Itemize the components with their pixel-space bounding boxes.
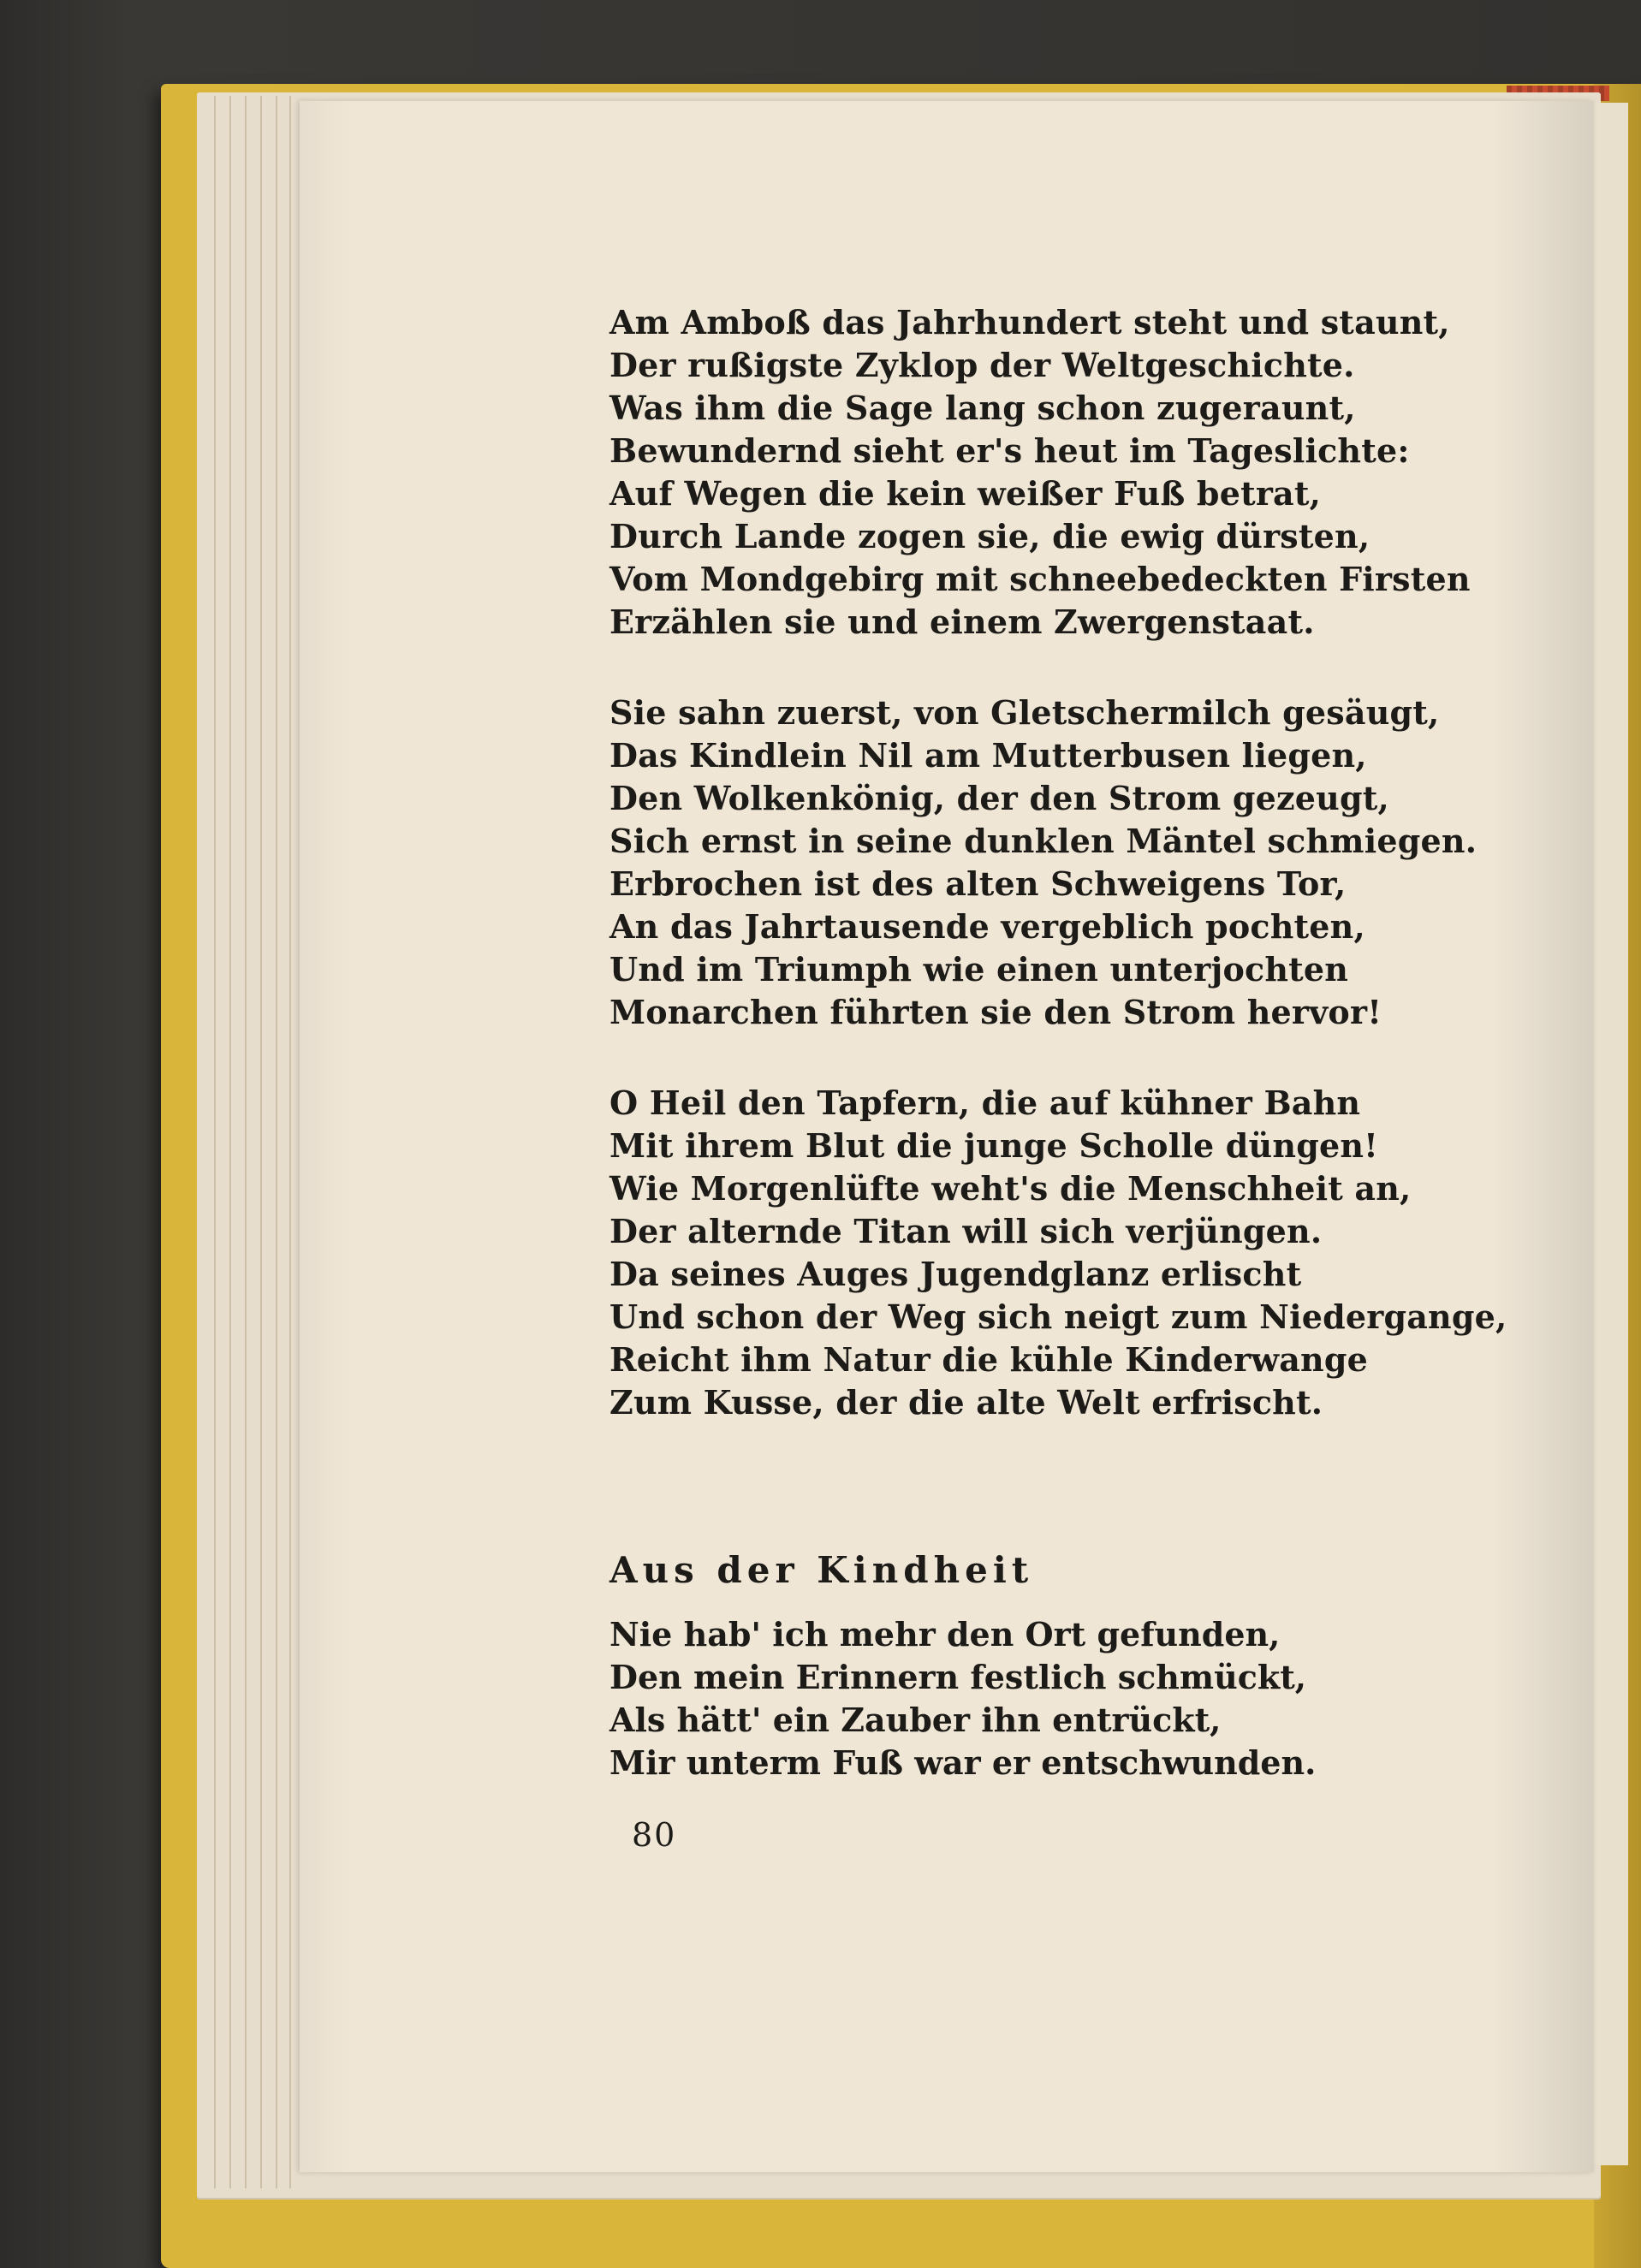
verse-line: Was ihm die Sage lang schon zugeraunt, — [609, 389, 1356, 427]
verse-line: Und im Triumph wie einen unterjochten — [609, 950, 1349, 989]
verse-line: Zum Kusse, der die alte Welt erfrischt. — [609, 1383, 1323, 1422]
page-edge — [289, 96, 291, 2188]
page-number: 80 — [632, 1816, 677, 1854]
verse-line: Erbrochen ist des alten Schweigens Tor, — [609, 864, 1347, 903]
verse-line: Als hätt' ein Zauber ihn entrückt, — [609, 1701, 1222, 1739]
verse-line: Den mein Erinnern festlich schmückt, — [609, 1658, 1306, 1696]
verse-line: Monarchen führten sie den Strom hervor! — [609, 993, 1382, 1031]
verse-line: Auf Wegen die kein weißer Fuß betrat, — [609, 474, 1322, 513]
verse-line: Der alternde Titan will sich verjüngen. — [609, 1212, 1323, 1250]
verse-line: Mit ihrem Blut die junge Scholle düngen! — [609, 1126, 1379, 1165]
verse-line: Wie Morgenlüfte weht's die Menschheit an, — [609, 1169, 1412, 1208]
verse-line: Das Kindlein Nil am Mutterbusen liegen, — [609, 736, 1367, 775]
page-edge — [245, 96, 247, 2188]
page-edge — [260, 96, 262, 2188]
verse-line: Und schon der Weg sich neigt zum Niedergange, — [609, 1297, 1507, 1336]
verse-line: Da seines Auges Jugendglanz erlischt — [609, 1255, 1302, 1293]
page-edge — [229, 96, 231, 2188]
poem-title: Aus der Kindheit — [609, 1549, 1034, 1591]
verse-line: Sie sahn zuerst, von Gletschermilch gesäugt, — [609, 693, 1440, 732]
verse-line: An das Jahrtausende vergeblich pochten, — [609, 907, 1365, 946]
facing-page-edge — [1594, 103, 1628, 2165]
verse-line: Den Wolkenkönig, der den Strom gezeugt, — [609, 779, 1389, 817]
stanza-3 — [609, 1082, 1551, 1424]
verse-line: Erzählen sie und einem Zwergenstaat. — [609, 603, 1315, 641]
verse-line: Am Amboß das Jahrhundert steht und staunt, — [609, 303, 1450, 341]
verse-line: Nie hab' ich mehr den Ort gefunden, — [609, 1615, 1281, 1654]
verse-line: Vom Mondgebirg mit schneebedeckten Firsten — [609, 560, 1471, 598]
verse-line: Durch Lande zogen sie, die ewig dürsten, — [609, 517, 1370, 555]
next-poem-body — [609, 1613, 1551, 1784]
verse-line: Sich ernst in seine dunklen Mäntel schmiegen. — [609, 822, 1477, 860]
page-edge — [214, 96, 216, 2188]
page-edge — [276, 96, 277, 2188]
verse-line: O Heil den Tapfern, die auf kühner Bahn — [609, 1084, 1361, 1122]
verse-line: Mir unterm Fuß war er entschwunden. — [609, 1743, 1317, 1782]
verse-line: Der rußigste Zyklop der Weltgeschichte. — [609, 346, 1355, 384]
stanza-2 — [609, 692, 1551, 1034]
verse-line: Reicht ihm Natur die kühle Kinderwange — [609, 1340, 1369, 1379]
poem-body — [609, 301, 1551, 1472]
verse-line: Bewundernd sieht er's heut im Tageslichte: — [609, 431, 1410, 470]
stanza-1 — [609, 301, 1551, 644]
